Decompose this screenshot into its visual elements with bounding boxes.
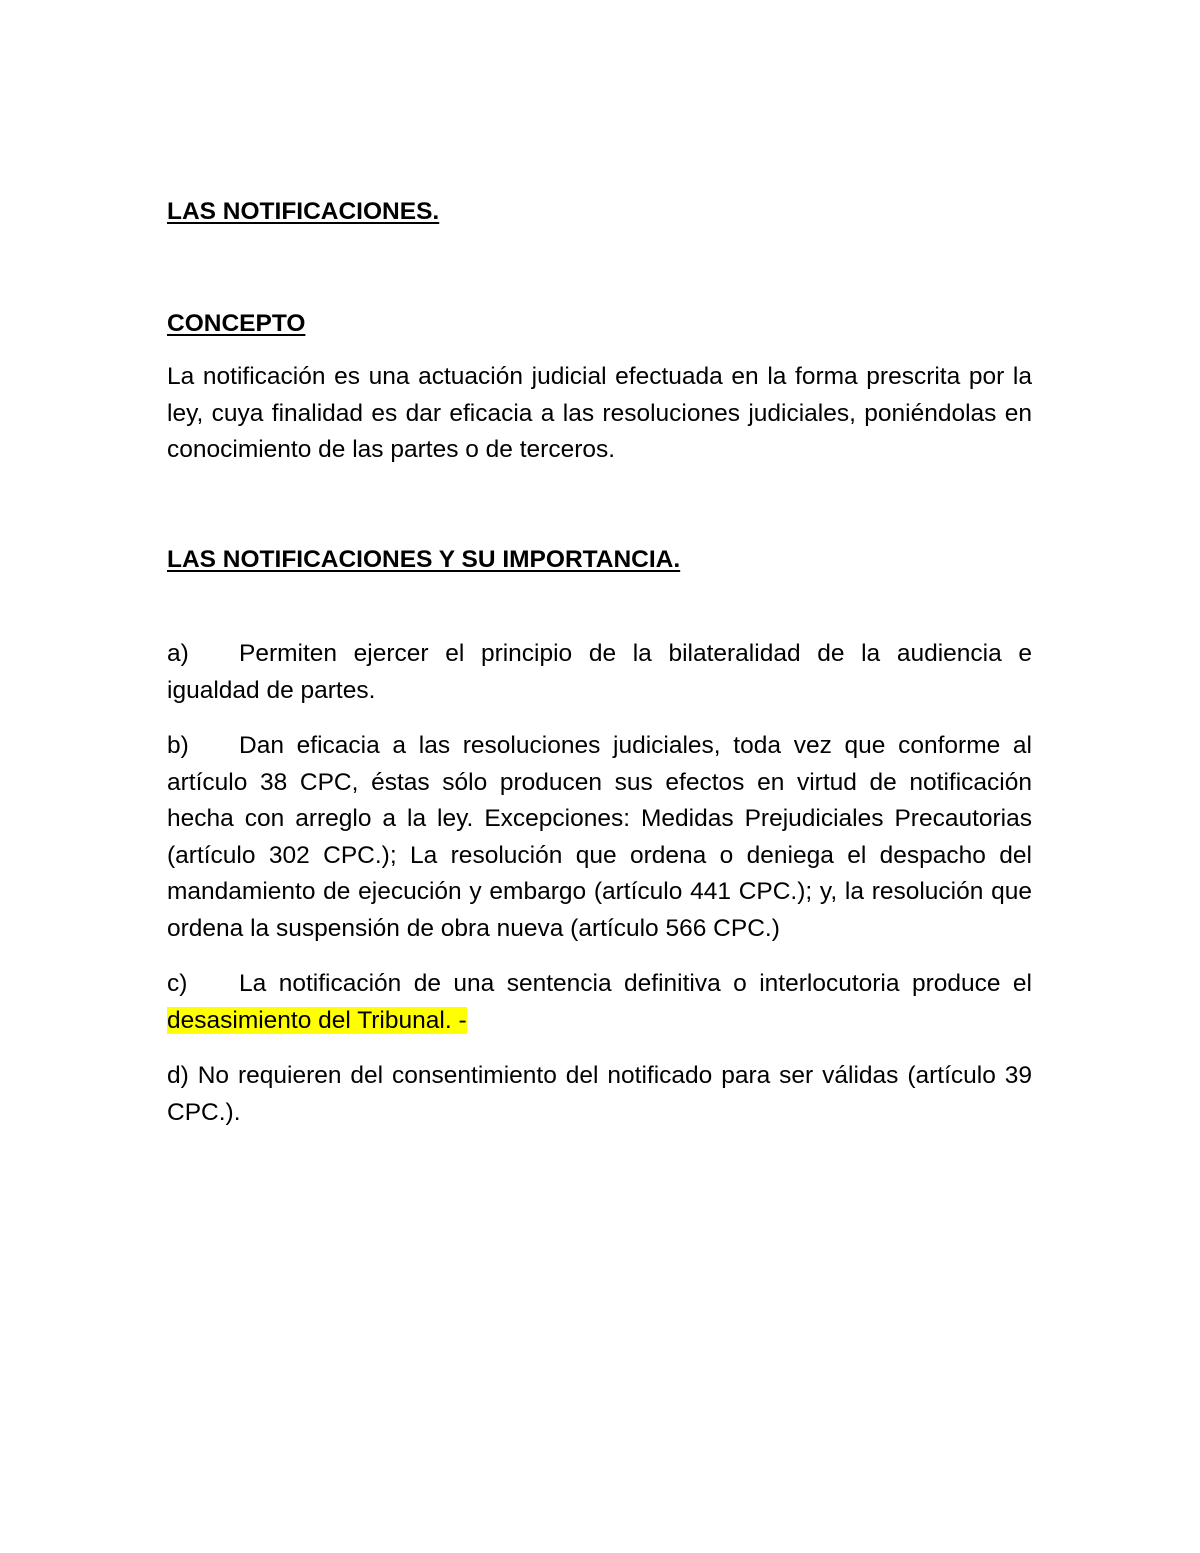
list-item-b [167, 728, 1032, 947]
list-item-text: Dan eficacia a las resoluciones judiciales, toda vez que conforme al artículo 38 CPC, éstas sólo producen sus efectos en virtud de notificación hecha con arreglo a la ley. Excepciones: Medidas Prejudiciales Precautorias (artículo 302 CPC.); La resolución que ordena o deniega el despacho del mandamiento de ejecución y embargo (artículo 441 CPC.); y, la resolución que ordena la suspensión de obra nueva (artículo 566 CPC.) [167, 732, 1032, 942]
document-title: LAS NOTIFICACIONES. [167, 198, 440, 225]
list-marker: d) [167, 1062, 189, 1089]
list-item-c [167, 966, 1032, 1039]
list-item-text: La notificación de una sentencia definitiva o interlocutoria produce el [239, 970, 1032, 997]
list-item-text: No requieren del consentimiento del notificado para ser válidas (artículo 39 CPC.). [167, 1062, 1033, 1126]
list-marker: c) [167, 970, 188, 997]
list-item-a [167, 636, 1032, 709]
list-marker: b) [167, 732, 189, 759]
list-item-d [167, 1058, 1032, 1131]
list-item-text: Permiten ejercer el principio de la bilateralidad de la audiencia e igualdad de partes. [167, 640, 1032, 704]
list-marker: a) [167, 640, 189, 667]
document-content [167, 194, 1032, 1150]
concept-heading: CONCEPTO [167, 309, 306, 337]
highlighted-text: desasimiento del Tribunal. - [167, 1006, 467, 1034]
concept-paragraph: La notificación es una actuación judicial efectuada en la forma prescrita por la ley, cuya finalidad es dar eficacia a las resoluciones judiciales, poniéndolas en conocimiento de las partes o de terceros. [167, 363, 1032, 463]
importance-heading: LAS NOTIFICACIONES Y SU IMPORTANCIA. [167, 545, 681, 573]
